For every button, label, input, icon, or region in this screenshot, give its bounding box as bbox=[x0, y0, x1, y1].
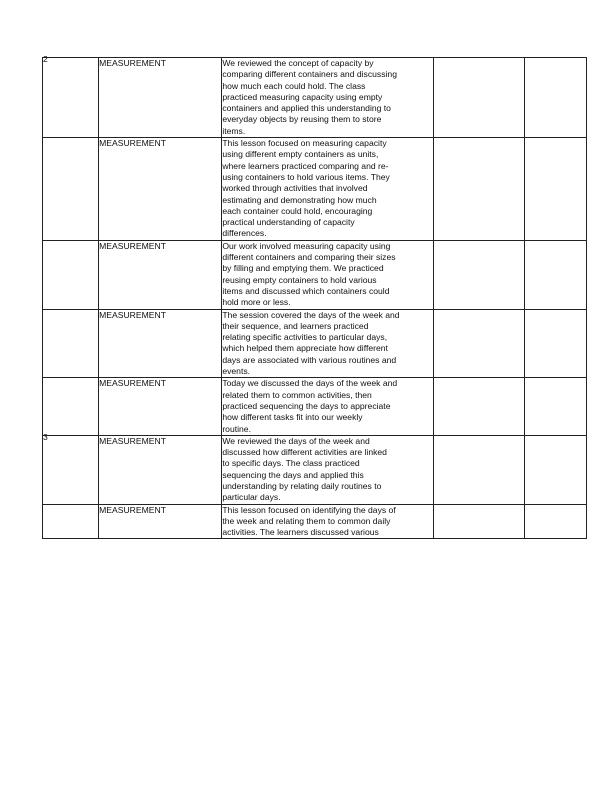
description-line: items and discussed which containers could bbox=[222, 285, 390, 296]
description-line: reusing empty containers to hold various bbox=[222, 274, 377, 285]
week-number: 2 bbox=[43, 54, 48, 64]
table-row bbox=[43, 504, 587, 539]
description-line: The session covered the days of the week and bbox=[222, 309, 400, 320]
table-row bbox=[43, 378, 587, 435]
description-line: estimating and demonstrating how much bbox=[222, 194, 377, 205]
empty-cell bbox=[524, 504, 586, 539]
description-line: practical understanding of capacity bbox=[222, 217, 355, 228]
description-line: each container could hold, encouraging bbox=[222, 205, 373, 216]
week-cell bbox=[43, 240, 99, 309]
table-row bbox=[43, 138, 587, 241]
strand-cell: MEASUREMENT bbox=[99, 58, 222, 138]
description-line: the week and relating them to common daily bbox=[222, 515, 391, 526]
empty-cell bbox=[524, 58, 586, 138]
table-row bbox=[43, 309, 587, 378]
empty-cell bbox=[524, 435, 586, 504]
description-line: This lesson focused on measuring capacity bbox=[222, 138, 387, 149]
description-line: where learners practiced comparing and re- bbox=[222, 160, 389, 171]
description-line: differences. bbox=[222, 228, 267, 239]
table-row bbox=[43, 435, 587, 504]
empty-cell bbox=[524, 378, 586, 435]
lesson-description-cell bbox=[222, 138, 433, 241]
description-line: Our work involved measuring capacity using bbox=[222, 240, 391, 251]
description-line: worked through activities that involved bbox=[222, 183, 368, 194]
strand-cell: MEASUREMENT bbox=[99, 435, 222, 504]
empty-cell bbox=[433, 378, 524, 435]
strand-cell: MEASUREMENT bbox=[99, 504, 222, 539]
lesson-description-cell bbox=[222, 240, 433, 309]
empty-cell bbox=[433, 240, 524, 309]
description-line: Today we discussed the days of the week and bbox=[222, 378, 398, 389]
description-line: days are associated with various routines and bbox=[222, 354, 397, 365]
description-line: which helped them appreciate how different bbox=[222, 343, 388, 354]
description-line: We reviewed the concept of capacity by bbox=[222, 58, 374, 68]
week-cell bbox=[43, 54, 99, 138]
lesson-log-table bbox=[42, 54, 587, 539]
description-line: their sequence, and learners practiced bbox=[222, 320, 369, 331]
description-line: to specific days. The class practiced bbox=[222, 458, 360, 469]
empty-cell bbox=[524, 309, 586, 378]
week-cell bbox=[43, 431, 99, 504]
description-line: activities. The learners discussed various bbox=[222, 527, 379, 538]
description-line: routine. bbox=[222, 423, 251, 434]
lesson-description-cell bbox=[222, 58, 433, 138]
strand-cell: MEASUREMENT bbox=[99, 378, 222, 435]
strand-cell: MEASUREMENT bbox=[99, 309, 222, 378]
description-line: everyday objects by reusing them to store bbox=[222, 114, 382, 125]
lesson-description-cell bbox=[222, 435, 433, 504]
description-line: events. bbox=[222, 366, 251, 377]
table-row bbox=[43, 240, 587, 309]
description-line: sequencing the days and applied this bbox=[222, 469, 364, 480]
table-row bbox=[43, 58, 587, 138]
lesson-description-cell bbox=[222, 378, 433, 435]
description-line: different containers and comparing their sizes bbox=[222, 252, 396, 263]
description-line: how different tasks fit into our weekly bbox=[222, 412, 363, 423]
description-line: relating specific activities to particular days, bbox=[222, 332, 388, 343]
description-line: practiced sequencing the days to appreciate bbox=[222, 400, 391, 411]
description-line: practiced measuring capacity using empty bbox=[222, 91, 383, 102]
description-line: comparing different containers and discussing bbox=[222, 69, 397, 80]
strand-cell: MEASUREMENT bbox=[99, 138, 222, 241]
description-line: using containers to hold various items. They bbox=[222, 171, 390, 182]
description-line: understanding by relating daily routines to bbox=[222, 480, 382, 491]
description-line: This lesson focused on identifying the days of bbox=[222, 504, 396, 515]
empty-cell bbox=[524, 240, 586, 309]
empty-cell bbox=[433, 138, 524, 241]
empty-cell bbox=[524, 138, 586, 241]
lesson-description-cell bbox=[222, 504, 433, 539]
empty-cell bbox=[433, 309, 524, 378]
empty-cell bbox=[433, 504, 524, 539]
week-number: 3 bbox=[43, 431, 48, 442]
description-line: using different empty containers as units, bbox=[222, 149, 379, 160]
strand-cell: MEASUREMENT bbox=[99, 240, 222, 309]
empty-cell bbox=[433, 58, 524, 138]
week-cell bbox=[43, 138, 99, 241]
description-line: related them to common activities, then bbox=[222, 389, 372, 400]
lesson-log-body bbox=[43, 54, 587, 539]
description-line: particular days. bbox=[222, 492, 281, 503]
description-line: how much each could hold. The class bbox=[222, 80, 366, 91]
week-cell bbox=[43, 378, 99, 435]
week-cell bbox=[43, 309, 99, 378]
empty-cell bbox=[433, 435, 524, 504]
description-line: discussed how different activities are linked bbox=[222, 447, 387, 458]
description-line: hold more or less. bbox=[222, 297, 291, 308]
description-line: We reviewed the days of the week and bbox=[222, 435, 370, 446]
description-line: containers and applied this understanding to bbox=[222, 103, 391, 114]
lesson-description-cell bbox=[222, 309, 433, 378]
week-cell bbox=[43, 504, 99, 539]
description-line: by filling and emptying them. We practiced bbox=[222, 263, 384, 274]
description-line: items. bbox=[222, 125, 246, 136]
